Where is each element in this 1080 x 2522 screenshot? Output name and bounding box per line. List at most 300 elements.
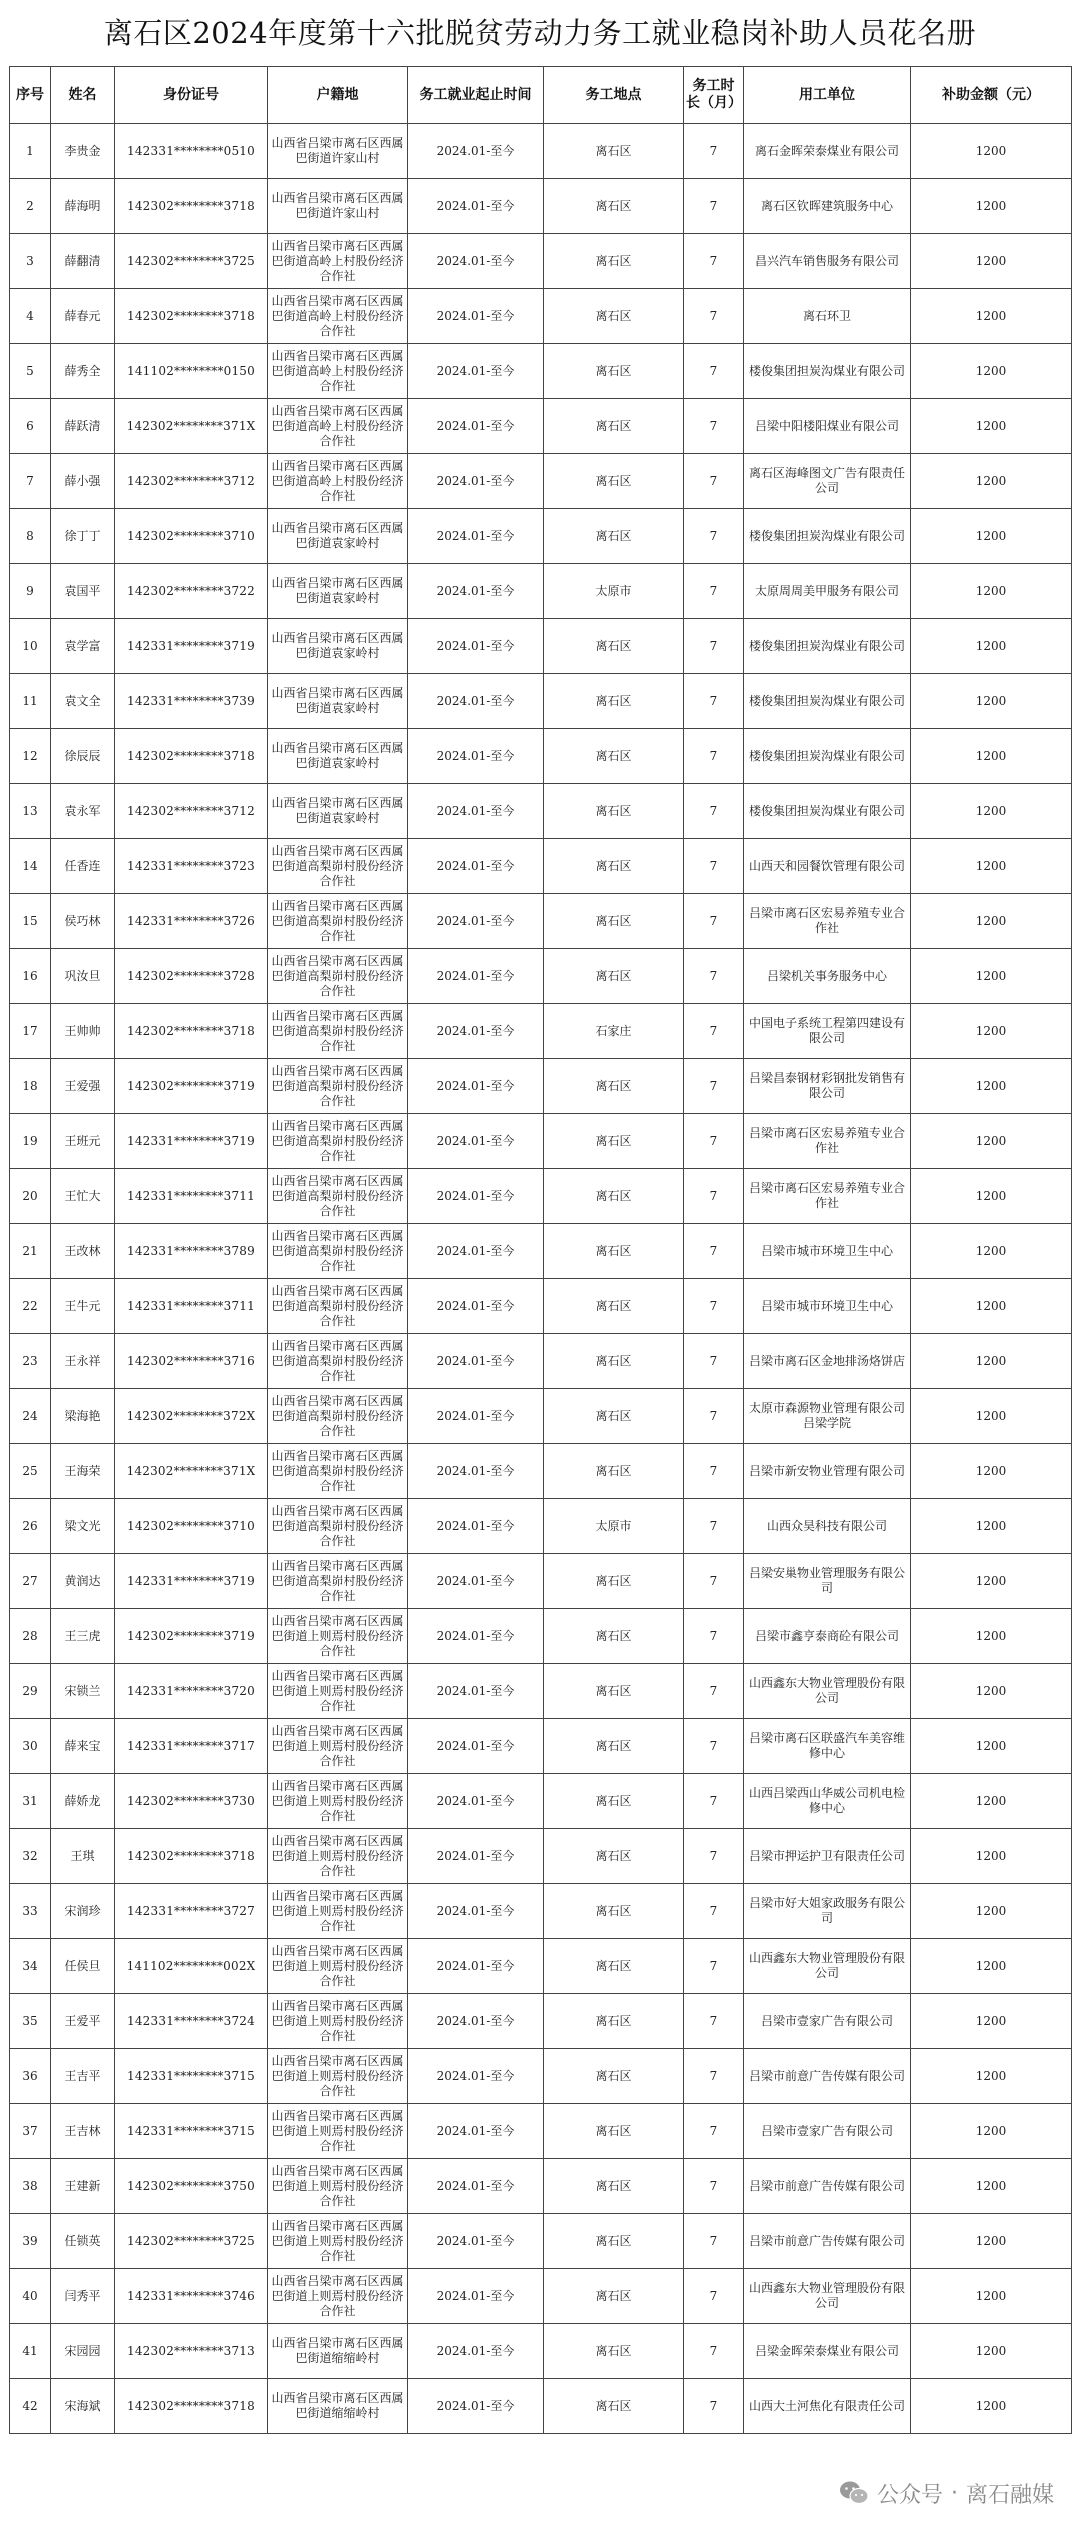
cell-name: 袁学富	[51, 619, 115, 674]
cell-work-location: 离石区	[544, 2104, 684, 2159]
table-row	[10, 2269, 1072, 2324]
cell-subsidy: 1200	[911, 729, 1072, 784]
cell-household: 山西省吕梁市离石区西属巴街道高梨峁村股份经济合作社	[268, 1059, 408, 1114]
cell-employer: 吕梁金晖荣泰煤业有限公司	[744, 2324, 911, 2379]
cell-duration: 7	[684, 1059, 744, 1114]
cell-household: 山西省吕梁市离石区西属巴街道上则焉村股份经济合作社	[268, 2159, 408, 2214]
cell-subsidy: 1200	[911, 2049, 1072, 2104]
cell-period: 2024.01-至今	[408, 839, 544, 894]
cell-work-location: 离石区	[544, 1719, 684, 1774]
cell-id-number: 142302********3718	[115, 289, 268, 344]
cell-employer: 吕梁市押运护卫有限责任公司	[744, 1829, 911, 1884]
cell-index: 3	[10, 234, 51, 289]
cell-employer: 太原市森源物业管理有限公司吕梁学院	[744, 1389, 911, 1444]
cell-duration: 7	[684, 674, 744, 729]
cell-employer: 吕梁市好大姐家政服务有限公司	[744, 1884, 911, 1939]
cell-employer: 楼俊集团担炭沟煤业有限公司	[744, 729, 911, 784]
cell-work-location: 离石区	[544, 2159, 684, 2214]
cell-subsidy: 1200	[911, 1059, 1072, 1114]
cell-period: 2024.01-至今	[408, 1994, 544, 2049]
cell-period: 2024.01-至今	[408, 454, 544, 509]
cell-index: 31	[10, 1774, 51, 1829]
cell-period: 2024.01-至今	[408, 289, 544, 344]
cell-employer: 吕梁市前意广告传媒有限公司	[744, 2049, 911, 2104]
cell-household: 山西省吕梁市离石区西属巴街道袁家岭村	[268, 729, 408, 784]
cell-subsidy: 1200	[911, 1499, 1072, 1554]
cell-duration: 7	[684, 509, 744, 564]
cell-household: 山西省吕梁市离石区西属巴街道许家山村	[268, 179, 408, 234]
cell-name: 薛秀全	[51, 344, 115, 399]
cell-work-location: 离石区	[544, 1279, 684, 1334]
cell-name: 王爱强	[51, 1059, 115, 1114]
cell-name: 袁永军	[51, 784, 115, 839]
table-row	[10, 729, 1072, 784]
cell-employer: 山西鑫东大物业管理股份有限公司	[744, 1939, 911, 1994]
cell-period: 2024.01-至今	[408, 784, 544, 839]
cell-period: 2024.01-至今	[408, 1664, 544, 1719]
cell-work-location: 离石区	[544, 1829, 684, 1884]
cell-name: 王吉林	[51, 2104, 115, 2159]
header-subsidy: 补助金额（元）	[911, 67, 1072, 124]
cell-index: 35	[10, 1994, 51, 2049]
table-row	[10, 2324, 1072, 2379]
cell-duration: 7	[684, 2379, 744, 2434]
cell-id-number: 142302********3719	[115, 1059, 268, 1114]
cell-name: 任锁英	[51, 2214, 115, 2269]
cell-employer: 山西大土河焦化有限责任公司	[744, 2379, 911, 2434]
table-row	[10, 2104, 1072, 2159]
cell-period: 2024.01-至今	[408, 1774, 544, 1829]
cell-work-location: 离石区	[544, 509, 684, 564]
table-body	[10, 124, 1072, 2434]
cell-employer: 离石金晖荣泰煤业有限公司	[744, 124, 911, 179]
cell-subsidy: 1200	[911, 2159, 1072, 2214]
cell-work-location: 离石区	[544, 949, 684, 1004]
cell-duration: 7	[684, 894, 744, 949]
watermark	[831, 2474, 1062, 2512]
cell-id-number: 142331********3711	[115, 1169, 268, 1224]
cell-household: 山西省吕梁市离石区西属巴街道高梨峁村股份经济合作社	[268, 1004, 408, 1059]
table-row	[10, 1169, 1072, 1224]
cell-duration: 7	[684, 619, 744, 674]
cell-duration: 7	[684, 179, 744, 234]
cell-household: 山西省吕梁市离石区西属巴街道高岭上村股份经济合作社	[268, 454, 408, 509]
cell-employer: 吕梁市城市环境卫生中心	[744, 1224, 911, 1279]
cell-index: 26	[10, 1499, 51, 1554]
cell-household: 山西省吕梁市离石区西属巴街道袁家岭村	[268, 784, 408, 839]
cell-household: 山西省吕梁市离石区西属巴街道高梨峁村股份经济合作社	[268, 1334, 408, 1389]
table-row	[10, 509, 1072, 564]
cell-household: 山西省吕梁市离石区西属巴街道高梨峁村股份经济合作社	[268, 1169, 408, 1224]
cell-duration: 7	[684, 1829, 744, 1884]
table-row	[10, 1939, 1072, 1994]
cell-id-number: 142302********3710	[115, 1499, 268, 1554]
cell-period: 2024.01-至今	[408, 1004, 544, 1059]
cell-duration: 7	[684, 1224, 744, 1279]
table-row	[10, 1609, 1072, 1664]
cell-index: 42	[10, 2379, 51, 2434]
table-row	[10, 619, 1072, 674]
cell-household: 山西省吕梁市离石区西属巴街道高岭上村股份经济合作社	[268, 344, 408, 399]
cell-index: 13	[10, 784, 51, 839]
cell-employer: 昌兴汽车销售服务有限公司	[744, 234, 911, 289]
cell-work-location: 离石区	[544, 1939, 684, 1994]
cell-duration: 7	[684, 1114, 744, 1169]
cell-subsidy: 1200	[911, 1664, 1072, 1719]
cell-period: 2024.01-至今	[408, 2104, 544, 2159]
table-row	[10, 179, 1072, 234]
cell-name: 王忙大	[51, 1169, 115, 1224]
cell-work-location: 离石区	[544, 784, 684, 839]
cell-id-number: 142331********3717	[115, 1719, 268, 1774]
cell-employer: 吕梁市新安物业管理有限公司	[744, 1444, 911, 1499]
cell-work-location: 离石区	[544, 1169, 684, 1224]
cell-index: 38	[10, 2159, 51, 2214]
cell-period: 2024.01-至今	[408, 179, 544, 234]
cell-id-number: 142302********3750	[115, 2159, 268, 2214]
cell-period: 2024.01-至今	[408, 1554, 544, 1609]
cell-household: 山西省吕梁市离石区西属巴街道缩缩岭村	[268, 2379, 408, 2434]
table-row	[10, 894, 1072, 949]
cell-subsidy: 1200	[911, 1884, 1072, 1939]
cell-duration: 7	[684, 399, 744, 454]
cell-work-location: 离石区	[544, 1224, 684, 1279]
cell-id-number: 142302********3718	[115, 729, 268, 784]
cell-employer: 楼俊集团担炭沟煤业有限公司	[744, 619, 911, 674]
cell-subsidy: 1200	[911, 124, 1072, 179]
cell-duration: 7	[684, 1774, 744, 1829]
cell-employer: 吕梁市离石区宏易养殖专业合作社	[744, 1169, 911, 1224]
cell-name: 王班元	[51, 1114, 115, 1169]
watermark-name: 离石融媒	[965, 2482, 1054, 2508]
cell-index: 8	[10, 509, 51, 564]
cell-duration: 7	[684, 2104, 744, 2159]
cell-name: 王吉平	[51, 2049, 115, 2104]
table-row	[10, 454, 1072, 509]
cell-index: 33	[10, 1884, 51, 1939]
cell-id-number: 142302********3718	[115, 1829, 268, 1884]
cell-period: 2024.01-至今	[408, 1609, 544, 1664]
cell-subsidy: 1200	[911, 1939, 1072, 1994]
cell-work-location: 离石区	[544, 1554, 684, 1609]
cell-subsidy: 1200	[911, 1334, 1072, 1389]
cell-index: 11	[10, 674, 51, 729]
cell-subsidy: 1200	[911, 784, 1072, 839]
header-work-location: 务工地点	[544, 67, 684, 124]
cell-index: 6	[10, 399, 51, 454]
cell-subsidy: 1200	[911, 234, 1072, 289]
cell-duration: 7	[684, 1939, 744, 1994]
cell-employer: 山西众昊科技有限公司	[744, 1499, 911, 1554]
wechat-icon	[839, 2480, 869, 2506]
cell-subsidy: 1200	[911, 2379, 1072, 2434]
cell-employer: 楼俊集团担炭沟煤业有限公司	[744, 344, 911, 399]
cell-name: 王三虎	[51, 1609, 115, 1664]
cell-subsidy: 1200	[911, 1609, 1072, 1664]
cell-subsidy: 1200	[911, 1279, 1072, 1334]
cell-work-location: 离石区	[544, 454, 684, 509]
cell-name: 梁海艳	[51, 1389, 115, 1444]
cell-period: 2024.01-至今	[408, 1719, 544, 1774]
cell-subsidy: 1200	[911, 1829, 1072, 1884]
cell-id-number: 141102********002X	[115, 1939, 268, 1994]
cell-household: 山西省吕梁市离石区西属巴街道上则焉村股份经济合作社	[268, 1664, 408, 1719]
cell-household: 山西省吕梁市离石区西属巴街道高梨峁村股份经济合作社	[268, 1499, 408, 1554]
cell-household: 山西省吕梁市离石区西属巴街道高梨峁村股份经济合作社	[268, 1389, 408, 1444]
cell-household: 山西省吕梁市离石区西属巴街道上则焉村股份经济合作社	[268, 1829, 408, 1884]
cell-index: 1	[10, 124, 51, 179]
cell-employer: 吕梁市鑫亨泰商砼有限公司	[744, 1609, 911, 1664]
cell-index: 30	[10, 1719, 51, 1774]
cell-period: 2024.01-至今	[408, 1499, 544, 1554]
cell-household: 山西省吕梁市离石区西属巴街道上则焉村股份经济合作社	[268, 2049, 408, 2104]
cell-household: 山西省吕梁市离石区西属巴街道上则焉村股份经济合作社	[268, 1994, 408, 2049]
cell-subsidy: 1200	[911, 2269, 1072, 2324]
cell-id-number: 142302********3712	[115, 784, 268, 839]
cell-period: 2024.01-至今	[408, 894, 544, 949]
cell-id-number: 142302********3713	[115, 2324, 268, 2379]
cell-work-location: 离石区	[544, 2049, 684, 2104]
cell-duration: 7	[684, 1444, 744, 1499]
table-row	[10, 1499, 1072, 1554]
cell-subsidy: 1200	[911, 1994, 1072, 2049]
cell-subsidy: 1200	[911, 894, 1072, 949]
cell-employer: 山西鑫东大物业管理股份有限公司	[744, 2269, 911, 2324]
cell-employer: 山西鑫东大物业管理股份有限公司	[744, 1664, 911, 1719]
cell-name: 薛小强	[51, 454, 115, 509]
cell-household: 山西省吕梁市离石区西属巴街道袁家岭村	[268, 619, 408, 674]
cell-id-number: 142302********3725	[115, 2214, 268, 2269]
table-row	[10, 1004, 1072, 1059]
cell-work-location: 太原市	[544, 564, 684, 619]
table-row	[10, 949, 1072, 1004]
cell-duration: 7	[684, 1994, 744, 2049]
cell-work-location: 离石区	[544, 1994, 684, 2049]
cell-id-number: 142302********3712	[115, 454, 268, 509]
cell-id-number: 142331********3724	[115, 1994, 268, 2049]
cell-duration: 7	[684, 1609, 744, 1664]
cell-duration: 7	[684, 729, 744, 784]
cell-index: 12	[10, 729, 51, 784]
cell-name: 王建新	[51, 2159, 115, 2214]
cell-index: 29	[10, 1664, 51, 1719]
cell-subsidy: 1200	[911, 454, 1072, 509]
cell-work-location: 离石区	[544, 1774, 684, 1829]
table-row	[10, 1719, 1072, 1774]
cell-index: 23	[10, 1334, 51, 1389]
cell-work-location: 石家庄	[544, 1004, 684, 1059]
cell-household: 山西省吕梁市离石区西属巴街道高岭上村股份经济合作社	[268, 289, 408, 344]
table-row	[10, 2379, 1072, 2434]
cell-index: 37	[10, 2104, 51, 2159]
cell-period: 2024.01-至今	[408, 2049, 544, 2104]
cell-index: 34	[10, 1939, 51, 1994]
cell-duration: 7	[684, 1664, 744, 1719]
cell-name: 徐丁丁	[51, 509, 115, 564]
cell-id-number: 142331********3711	[115, 1279, 268, 1334]
cell-name: 王永祥	[51, 1334, 115, 1389]
cell-period: 2024.01-至今	[408, 949, 544, 1004]
table-row	[10, 289, 1072, 344]
cell-name: 袁文全	[51, 674, 115, 729]
cell-employer: 吕梁市离石区宏易养殖专业合作社	[744, 894, 911, 949]
cell-household: 山西省吕梁市离石区西属巴街道高梨峁村股份经济合作社	[268, 839, 408, 894]
cell-id-number: 142331********3727	[115, 1884, 268, 1939]
cell-subsidy: 1200	[911, 2104, 1072, 2159]
cell-subsidy: 1200	[911, 1004, 1072, 1059]
cell-household: 山西省吕梁市离石区西属巴街道高岭上村股份经济合作社	[268, 234, 408, 289]
table-row	[10, 1389, 1072, 1444]
cell-work-location: 离石区	[544, 399, 684, 454]
cell-subsidy: 1200	[911, 619, 1072, 674]
cell-id-number: 142302********3718	[115, 1004, 268, 1059]
cell-name: 薛跃清	[51, 399, 115, 454]
cell-work-location: 离石区	[544, 2269, 684, 2324]
cell-id-number: 142302********3710	[115, 509, 268, 564]
cell-work-location: 离石区	[544, 289, 684, 344]
cell-work-location: 离石区	[544, 179, 684, 234]
cell-id-number: 142331********3715	[115, 2104, 268, 2159]
cell-work-location: 离石区	[544, 1114, 684, 1169]
table-row	[10, 1774, 1072, 1829]
cell-period: 2024.01-至今	[408, 1939, 544, 1994]
table-row	[10, 1279, 1072, 1334]
cell-period: 2024.01-至今	[408, 2379, 544, 2434]
cell-employer: 离石区钦晖建筑服务中心	[744, 179, 911, 234]
cell-index: 41	[10, 2324, 51, 2379]
cell-subsidy: 1200	[911, 1774, 1072, 1829]
table-row	[10, 1334, 1072, 1389]
cell-name: 袁国平	[51, 564, 115, 619]
cell-employer: 中国电子系统工程第四建设有限公司	[744, 1004, 911, 1059]
cell-work-location: 离石区	[544, 1389, 684, 1444]
cell-index: 15	[10, 894, 51, 949]
cell-work-location: 离石区	[544, 674, 684, 729]
cell-employer: 吕梁市离石区宏易养殖专业合作社	[744, 1114, 911, 1169]
cell-duration: 7	[684, 2159, 744, 2214]
cell-name: 王琪	[51, 1829, 115, 1884]
cell-index: 24	[10, 1389, 51, 1444]
cell-work-location: 离石区	[544, 1609, 684, 1664]
table-row	[10, 1829, 1072, 1884]
watermark-separator: ·	[950, 2480, 958, 2506]
cell-subsidy: 1200	[911, 1554, 1072, 1609]
cell-work-location: 离石区	[544, 2379, 684, 2434]
cell-id-number: 141102********0150	[115, 344, 268, 399]
cell-period: 2024.01-至今	[408, 1829, 544, 1884]
cell-index: 39	[10, 2214, 51, 2269]
cell-duration: 7	[684, 1279, 744, 1334]
cell-index: 2	[10, 179, 51, 234]
cell-employer: 吕梁市壹家广告有限公司	[744, 2104, 911, 2159]
table-row	[10, 1224, 1072, 1279]
cell-index: 19	[10, 1114, 51, 1169]
cell-name: 巩汝旦	[51, 949, 115, 1004]
cell-duration: 7	[684, 2049, 744, 2104]
cell-id-number: 142302********3718	[115, 2379, 268, 2434]
cell-id-number: 142331********3723	[115, 839, 268, 894]
cell-id-number: 142331********3726	[115, 894, 268, 949]
cell-period: 2024.01-至今	[408, 2269, 544, 2324]
cell-subsidy: 1200	[911, 949, 1072, 1004]
cell-employer: 楼俊集团担炭沟煤业有限公司	[744, 509, 911, 564]
table-row	[10, 1994, 1072, 2049]
cell-subsidy: 1200	[911, 509, 1072, 564]
cell-household: 山西省吕梁市离石区西属巴街道高梨峁村股份经济合作社	[268, 1554, 408, 1609]
watermark-prefix: 公众号	[876, 2482, 943, 2508]
cell-period: 2024.01-至今	[408, 1169, 544, 1224]
cell-subsidy: 1200	[911, 1114, 1072, 1169]
cell-period: 2024.01-至今	[408, 674, 544, 729]
cell-subsidy: 1200	[911, 179, 1072, 234]
cell-name: 宋锁兰	[51, 1664, 115, 1719]
cell-work-location: 离石区	[544, 1059, 684, 1114]
cell-name: 任香连	[51, 839, 115, 894]
cell-employer: 吕梁市前意广告传媒有限公司	[744, 2214, 911, 2269]
cell-work-location: 离石区	[544, 2214, 684, 2269]
cell-index: 40	[10, 2269, 51, 2324]
cell-id-number: 142331********3719	[115, 619, 268, 674]
cell-employer: 离石区海峰图文广告有限责任公司	[744, 454, 911, 509]
cell-duration: 7	[684, 1719, 744, 1774]
cell-employer: 楼俊集团担炭沟煤业有限公司	[744, 674, 911, 729]
roster-table	[9, 66, 1072, 2434]
header-household: 户籍地	[268, 67, 408, 124]
cell-employer: 吕梁市前意广告传媒有限公司	[744, 2159, 911, 2214]
table-row	[10, 839, 1072, 894]
cell-index: 25	[10, 1444, 51, 1499]
cell-work-location: 离石区	[544, 729, 684, 784]
cell-household: 山西省吕梁市离石区西属巴街道上则焉村股份经济合作社	[268, 1609, 408, 1664]
cell-subsidy: 1200	[911, 289, 1072, 344]
cell-id-number: 142302********3719	[115, 1609, 268, 1664]
cell-index: 9	[10, 564, 51, 619]
cell-duration: 7	[684, 344, 744, 399]
cell-period: 2024.01-至今	[408, 2159, 544, 2214]
cell-index: 7	[10, 454, 51, 509]
cell-id-number: 142302********3730	[115, 1774, 268, 1829]
cell-household: 山西省吕梁市离石区西属巴街道袁家岭村	[268, 674, 408, 729]
cell-work-location: 离石区	[544, 1884, 684, 1939]
table-row	[10, 2049, 1072, 2104]
cell-work-location: 离石区	[544, 839, 684, 894]
cell-household: 山西省吕梁市离石区西属巴街道袁家岭村	[268, 509, 408, 564]
cell-employer: 吕梁市离石区联盛汽车美容维修中心	[744, 1719, 911, 1774]
cell-period: 2024.01-至今	[408, 509, 544, 564]
cell-name: 王改林	[51, 1224, 115, 1279]
cell-subsidy: 1200	[911, 1444, 1072, 1499]
cell-employer: 山西天和园餐饮管理有限公司	[744, 839, 911, 894]
cell-name: 王海荣	[51, 1444, 115, 1499]
cell-employer: 太原周周美甲服务有限公司	[744, 564, 911, 619]
cell-subsidy: 1200	[911, 344, 1072, 399]
cell-period: 2024.01-至今	[408, 1389, 544, 1444]
cell-id-number: 142331********3720	[115, 1664, 268, 1719]
cell-subsidy: 1200	[911, 1719, 1072, 1774]
cell-name: 宋海斌	[51, 2379, 115, 2434]
cell-duration: 7	[684, 1884, 744, 1939]
table-row	[10, 124, 1072, 179]
cell-period: 2024.01-至今	[408, 2324, 544, 2379]
cell-duration: 7	[684, 1499, 744, 1554]
cell-duration: 7	[684, 289, 744, 344]
table-row	[10, 399, 1072, 454]
table-row	[10, 564, 1072, 619]
cell-work-location: 离石区	[544, 234, 684, 289]
cell-index: 4	[10, 289, 51, 344]
cell-name: 薛翻清	[51, 234, 115, 289]
cell-duration: 7	[684, 1169, 744, 1224]
